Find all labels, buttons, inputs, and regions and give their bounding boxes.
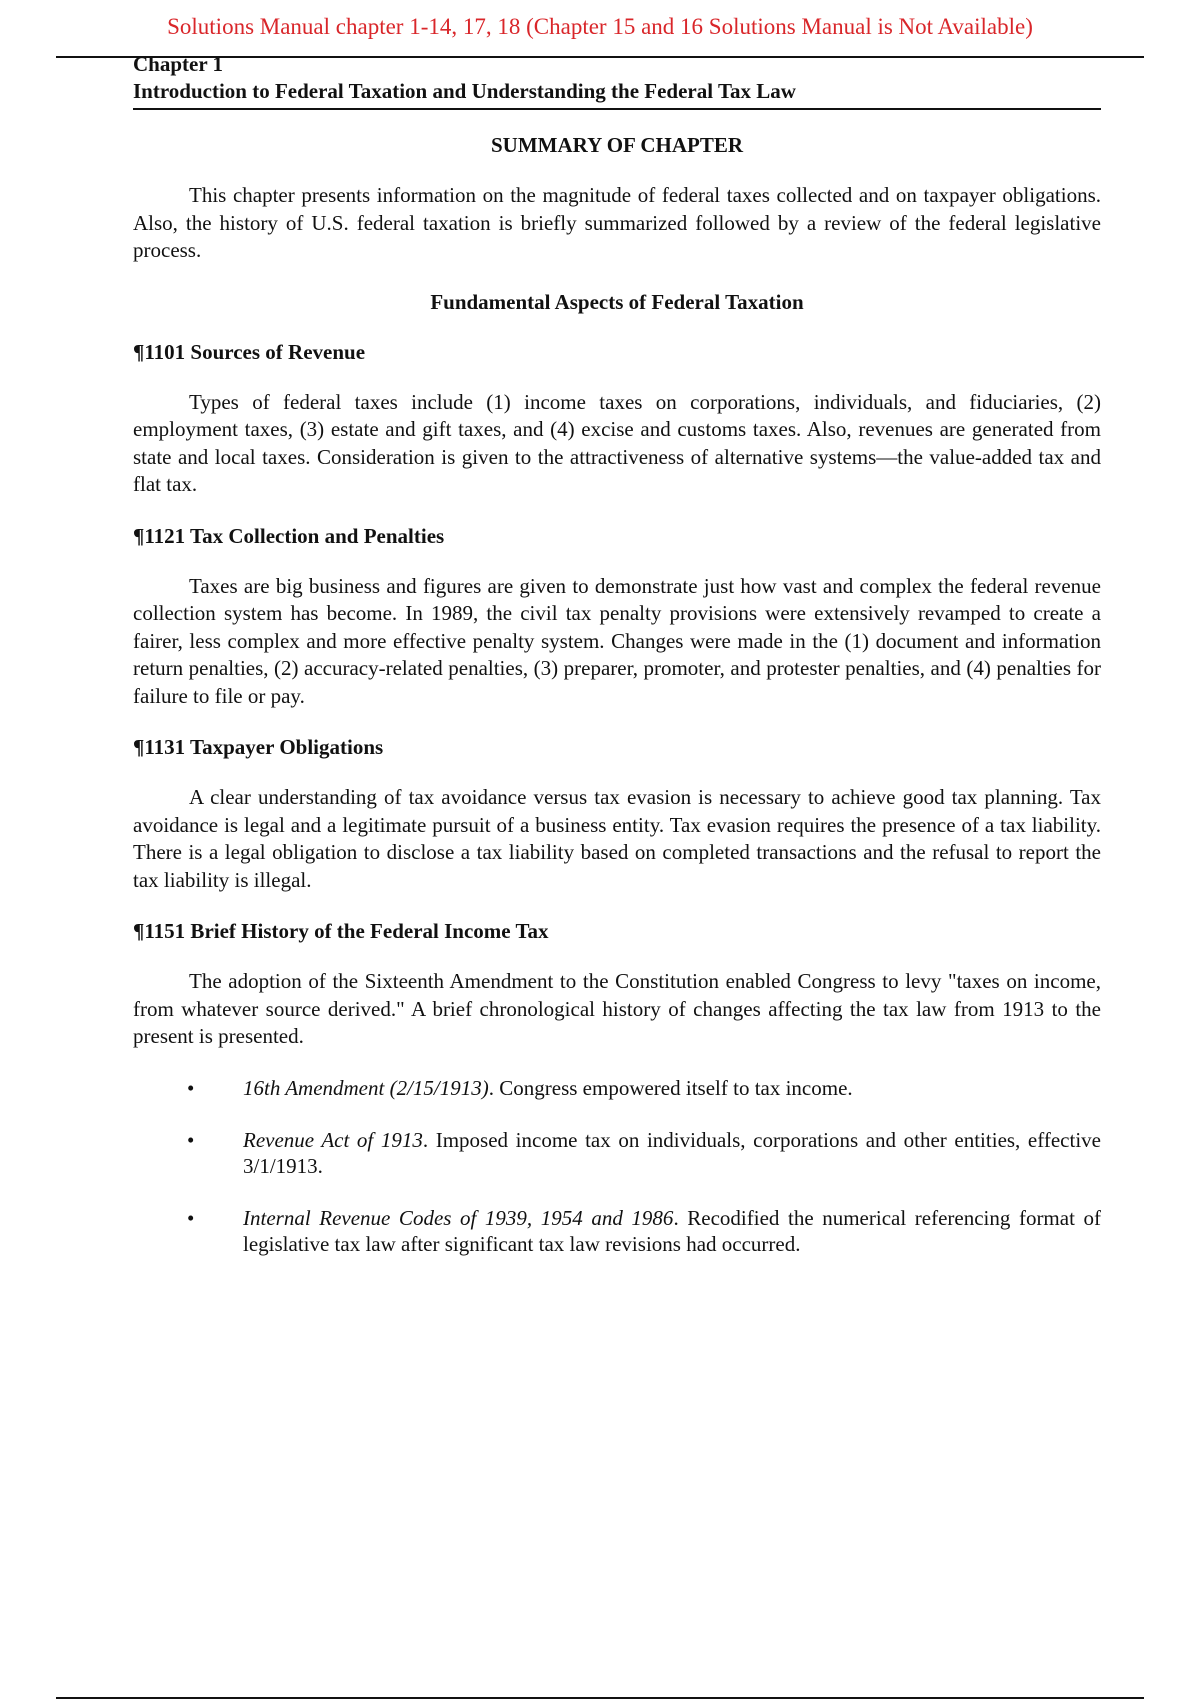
section-heading-1121: ¶1121 Tax Collection and Penalties (133, 523, 445, 548)
summary-heading: SUMMARY OF CHAPTER (490, 133, 744, 157)
chapter-title: Introduction to Federal Taxation and Understanding the Federal Tax Law (133, 76, 1101, 110)
bullet-icon: • (187, 1075, 195, 1100)
history-item-text: . Imposed income tax on individuals, corporations and other entities, effective 3/1/1913. (243, 1127, 1101, 1178)
bullet-icon: • (187, 1127, 195, 1152)
section-heading-1101: ¶1101 Sources of Revenue (133, 339, 366, 364)
document-body (133, 52, 1101, 1283)
intro-paragraph: This chapter presents information on the magnitude of federal taxes collected and on taxpayer obligations. Also, the history of U.S. federal taxation is briefly summarized followed by a review of the federal legislative process. (133, 183, 1101, 262)
chapter-label: Chapter 1 (133, 52, 224, 76)
list-item (133, 1127, 1101, 1179)
history-item-title: Internal Revenue Codes of 1939, 1954 and 1986 (243, 1205, 674, 1230)
section-heading-1131: ¶1131 Taxpayer Obligations (133, 735, 384, 759)
history-item-text: . Congress empowered itself to tax income. (488, 1075, 853, 1100)
list-item (133, 1205, 1101, 1257)
list-item (133, 1075, 1101, 1101)
section-heading-1151: ¶1151 Brief History of the Federal Income Tax (133, 919, 549, 943)
history-item-title: Revenue Act of 1913 (243, 1127, 423, 1152)
section-text-1131: A clear understanding of tax avoidance versus tax evasion is necessary to achieve good tax planning. Tax avoidance is legal and a legitimate pursuit of a business entity. Tax evasion requires the presence of a tax liability. There is a legal obligation to disclose a tax liability based on completed transactions and the refusal to report the tax liability is illegal. (133, 785, 1101, 892)
history-item-title: 16th Amendment (2/15/1913) (243, 1075, 489, 1100)
section-text-1151: The adoption of the Sixteenth Amendment to the Constitution enabled Congress to levy "taxes on income, from whatever source derived." A brief chronological history of changes affecting the tax law from 1913 to the present is presented. (133, 969, 1101, 1048)
bullet-icon: • (187, 1205, 195, 1230)
fundamentals-heading: Fundamental Aspects of Federal Taxation (430, 289, 804, 314)
section-text-1121: Taxes are big business and figures are given to demonstrate just how vast and complex the federal revenue collection system has become. In 1989, the civil tax penalty provisions were extensively revamped to create a fairer, less complex and more effective penalty system. Changes were made in the (1) document and information return penalties, (2) accuracy-related penalties, (3) preparer, promoter, and protester penalties, and (4) penalties for failure to file or pay. (133, 573, 1101, 708)
history-list (133, 1075, 1101, 1257)
section-text-1101: Types of federal taxes include (1) income taxes on corporations, individuals, and fiduciaries, (2) employment taxes, (3) estate and gift taxes, and (4) excise and customs taxes. Also, revenues are generated from state and local taxes. Consideration is given to the attractiveness of alternative systems—the value-added tax and flat tax. (133, 389, 1101, 496)
bottom-rule (56, 1697, 1144, 1699)
history-item-text: . Recodified the numerical referencing format of legislative tax law after significant tax law revisions had occurred. (243, 1205, 1101, 1256)
document-banner: Solutions Manual chapter 1-14, 17, 18 (Chapter 15 and 16 Solutions Manual is Not Available) (167, 14, 1033, 39)
